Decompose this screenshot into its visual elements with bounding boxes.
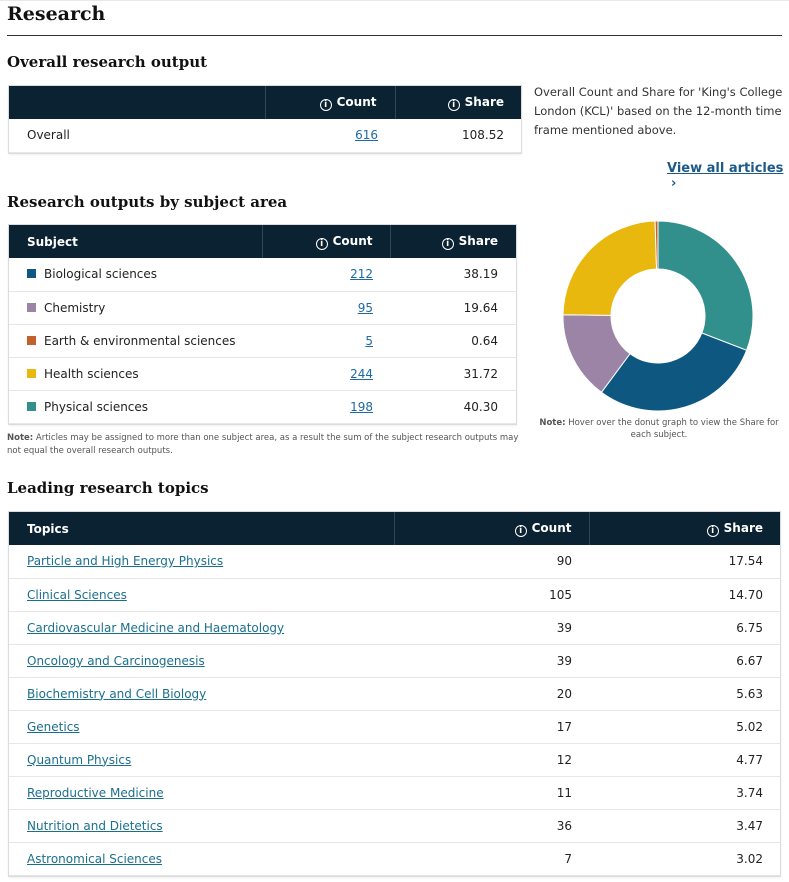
topic-share: 3.74 — [589, 776, 780, 809]
subject-count-link[interactable]: 198 — [350, 399, 373, 414]
info-icon[interactable]: i — [448, 99, 460, 111]
subject-share: 0.64 — [390, 324, 516, 357]
legend-swatch — [27, 402, 36, 411]
subject-name: Biological sciences — [44, 267, 158, 282]
topics-col-count[interactable]: i Count — [394, 512, 589, 545]
info-icon[interactable]: i — [442, 238, 454, 250]
subject-share: 31.72 — [390, 357, 516, 390]
topic-row — [9, 743, 780, 776]
subject-share: 38.19 — [390, 258, 516, 291]
overall-col-count[interactable]: i Count — [265, 86, 395, 119]
topic-share: 5.02 — [589, 710, 780, 743]
subject-row — [9, 357, 516, 390]
overall-heading: Overall research output — [7, 53, 208, 71]
overall-row-label: Overall — [9, 119, 265, 152]
topics-col-share[interactable]: i Share — [589, 512, 780, 545]
subject-count-link[interactable]: 244 — [350, 366, 373, 381]
info-icon[interactable]: i — [707, 525, 719, 537]
overall-description: Overall Count and Share for 'King's College London (KCL)' based on the 12-month time frame mentioned above. — [534, 85, 783, 137]
subject-name: Physical sciences — [44, 399, 149, 414]
donut-slice-health-sciences[interactable] — [563, 221, 657, 315]
donut-slice-biological-sciences[interactable] — [601, 333, 746, 411]
subject-row — [9, 390, 516, 423]
topic-share: 5.63 — [589, 677, 780, 710]
overall-header-blank — [9, 86, 265, 119]
legend-swatch — [27, 269, 36, 278]
topic-link[interactable]: Quantum Physics — [27, 752, 132, 767]
topic-count: 39 — [394, 644, 589, 677]
overall-col-share[interactable]: i Share — [395, 86, 521, 119]
info-icon[interactable]: i — [515, 525, 527, 537]
subject-row — [9, 324, 516, 357]
topic-count: 20 — [394, 677, 589, 710]
topic-share: 4.77 — [589, 743, 780, 776]
donut-slice-physical-sciences[interactable] — [658, 221, 753, 350]
topic-link[interactable]: Biochemistry and Cell Biology — [27, 686, 207, 701]
subject-count-link[interactable]: 212 — [350, 267, 373, 282]
topic-link[interactable]: Astronomical Sciences — [27, 851, 163, 866]
subjects-table — [9, 225, 516, 424]
overall-count-link[interactable]: 616 — [355, 128, 378, 143]
subject-count-link[interactable]: 95 — [357, 300, 373, 315]
topic-row — [9, 776, 780, 809]
topic-count: 11 — [394, 776, 589, 809]
topic-link[interactable]: Reproductive Medicine — [27, 785, 164, 800]
title-divider — [7, 35, 782, 36]
overall-share: 108.52 — [395, 119, 521, 152]
top-divider — [0, 0, 789, 1]
topics-col-topics: Topics — [9, 512, 394, 545]
topic-row — [9, 644, 780, 677]
subjects-col-count[interactable]: i Count — [262, 225, 390, 258]
page-title: Research — [7, 3, 106, 25]
topic-count: 90 — [394, 545, 589, 578]
overall-row — [9, 119, 521, 152]
topic-share: 6.67 — [589, 644, 780, 677]
topic-count: 7 — [394, 842, 589, 875]
subject-donut-chart[interactable] — [561, 219, 755, 413]
legend-swatch — [27, 303, 36, 312]
topics-heading: Leading research topics — [7, 479, 209, 497]
donut-note: Note: Hover over the donut graph to view the Share for each subject. — [539, 418, 779, 440]
subjects-note: Note: Articles may be assigned to more than one subject area, as a result the sum of the subject research outputs may not equal the overall research outputs. — [7, 433, 519, 456]
topic-link[interactable]: Particle and High Energy Physics — [27, 554, 224, 569]
topics-table — [9, 512, 780, 876]
overall-header-row — [9, 86, 521, 119]
subject-row — [9, 291, 516, 324]
topic-count: 36 — [394, 809, 589, 842]
subject-count-link[interactable]: 5 — [365, 333, 373, 348]
info-icon[interactable]: i — [316, 238, 328, 250]
subjects-header-row — [9, 225, 516, 258]
topic-count: 39 — [394, 611, 589, 644]
topic-row — [9, 809, 780, 842]
topic-row — [9, 578, 780, 611]
topic-count: 17 — [394, 710, 589, 743]
topic-row — [9, 842, 780, 875]
topic-link[interactable]: Clinical Sciences — [27, 587, 127, 602]
topic-count: 12 — [394, 743, 589, 776]
topic-share: 3.02 — [589, 842, 780, 875]
subject-share: 19.64 — [390, 291, 516, 324]
subjects-heading: Research outputs by subject area — [7, 193, 288, 211]
topic-row — [9, 710, 780, 743]
topic-count: 105 — [394, 578, 589, 611]
topic-share: 6.75 — [589, 611, 780, 644]
subject-name: Health sciences — [44, 366, 139, 381]
subject-name: Chemistry — [44, 300, 106, 315]
info-icon[interactable]: i — [320, 99, 332, 111]
topic-link[interactable]: Cardiovascular Medicine and Haematology — [27, 620, 285, 635]
legend-swatch — [27, 369, 36, 378]
topic-row — [9, 545, 780, 578]
topic-share: 17.54 — [589, 545, 780, 578]
subjects-col-subject: Subject — [9, 225, 262, 258]
topic-link[interactable]: Genetics — [27, 719, 80, 734]
topic-share: 14.70 — [589, 578, 780, 611]
subject-share: 40.30 — [390, 390, 516, 423]
view-all-articles-link[interactable]: View all articles› — [667, 161, 784, 191]
subjects-col-share[interactable]: i Share — [390, 225, 516, 258]
topic-share: 3.47 — [589, 809, 780, 842]
topic-link[interactable]: Nutrition and Dietetics — [27, 818, 163, 833]
topic-link[interactable]: Oncology and Carcinogenesis — [27, 653, 205, 668]
topic-row — [9, 677, 780, 710]
topics-header-row — [9, 512, 780, 545]
subject-name: Earth & environmental sciences — [44, 333, 236, 348]
chevron-right-icon: › — [671, 176, 677, 191]
overall-table — [9, 86, 521, 153]
topic-row — [9, 611, 780, 644]
subject-row — [9, 258, 516, 291]
legend-swatch — [27, 336, 36, 345]
